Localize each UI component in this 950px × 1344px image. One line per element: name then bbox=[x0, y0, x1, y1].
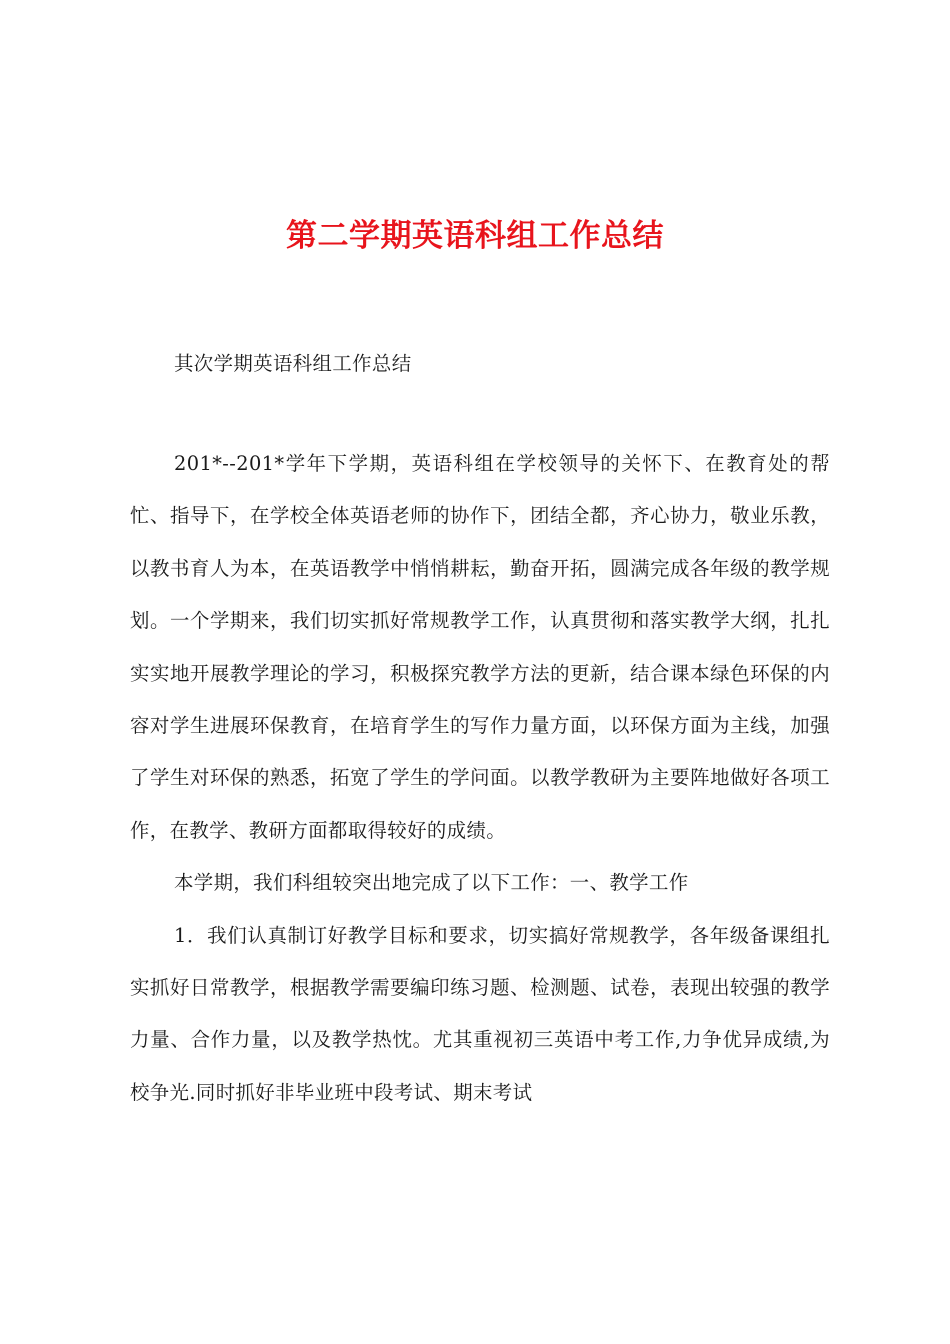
document-subtitle: 其次学期英语科组工作总结 bbox=[174, 352, 412, 375]
document-title: 第二学期英语科组工作总结 bbox=[286, 218, 664, 254]
document-body bbox=[130, 438, 830, 1119]
paragraph-summary-heading: 本学期，我们科组较突出地完成了以下工作：一、教学工作 bbox=[174, 871, 689, 895]
paragraph-teaching-item-1: 1．我们认真制订好教学目标和要求，切实搞好常规教学，各年级备课组扎实抓好日常教学，根据教学需要编印练习题、检测题、试卷，表现出较强的教学力量、合作力量，以及教学热忱。尤其重视初三英语中考工作,力争优异成绩,为校争光.同时抓好非毕业班中段考试、期末考试 bbox=[130, 923, 830, 1104]
paragraph-intro: 201*--201*学年下学期，英语科组在学校领导的关怀下、在教育处的帮忙、指导下，在学校全体英语老师的协作下，团结全都，齐心协力，敬业乐教，以教书育人为本，在英语教学中悄悄耕耘，勤奋开拓，圆满完成各年级的教学规划。一个学期来，我们切实抓好常规教学工作，认真贯彻和落实教学大纲，扎扎实实地开展教学理论的学习，积极探究教学方法的更新，结合课本绿色环保的内容对学生进展环保教育，在培育学生的写作力量方面，以环保方面为主线，加强了学生对环保的熟悉，拓宽了学生的学问面。以教学教研为主要阵地做好各项工作，在教学、教研方面都取得较好的成绩。 bbox=[130, 452, 830, 842]
